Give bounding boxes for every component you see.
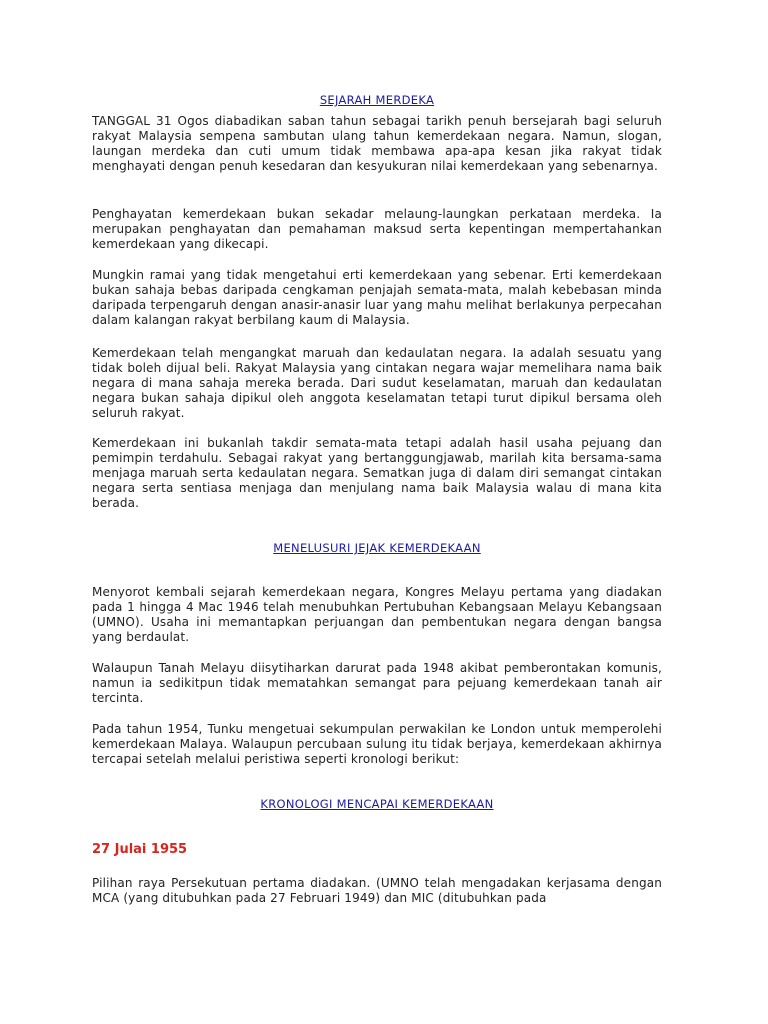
section-heading-menelusuri: MENELUSURI JEJAK KEMERDEKAAN	[273, 541, 481, 555]
date-heading: 27 Julai 1955	[92, 842, 188, 857]
section-heading-sejarah-merdeka: SEJARAH MERDEKA	[319, 93, 435, 107]
paragraph-1: TANGGAL 31 Ogos diabadikan saban tahun sebagai tarikh penuh bersejarah bagi seluruh rakyat Malaysia sempena sambutan ulang tahun kemerdekaan negara. Namun, slogan, laungan merdeka dan cuti umum tidak membawa apa-apa kesan jika rakyat tidak menghayati dengan penuh kesedaran dan kesyukuran nilai kemerdekaan yang sebenarnya.	[92, 114, 662, 173]
paragraph-8: Pada tahun 1954, Tunku mengetuai sekumpulan perwakilan ke London untuk memperolehi kemerdekaan Malaya. Walaupun percubaan sulung itu tidak berjaya, kemerdekaan akhirnya tercapai setelah melalui peristiwa seperti kronologi berikut:	[92, 722, 662, 766]
paragraph-3: Mungkin ramai yang tidak mengetahui erti kemerdekaan yang sebenar. Erti kemerdekaan bukan sahaja bebas daripada cengkaman penjajah semata-mata, malah kebebasan minda daripada terpengaruh dengan anasir-anasir luar yang mahu melihat berlakunya perpecahan dalam kalangan rakyat berbilang kaum di Malaysia.	[92, 268, 662, 327]
paragraph-6: Menyorot kembali sejarah kemerdekaan negara, Kongres Melayu pertama yang diadakan pada 1 hingga 4 Mac 1946 telah menubuhkan Pertubuhan Kebangsaan Melayu Kebangsaan (UMNO). Usaha ini memantapkan perjuangan dan pembentukan negara dengan bangsa yang berdaulat.	[92, 585, 662, 644]
section-heading-kronologi: KRONOLOGI MENCAPAI KEMERDEKAAN	[260, 797, 494, 811]
paragraph-2: Penghayatan kemerdekaan bukan sekadar melaung-laungkan perkataan merdeka. Ia merupakan penghayatan dan pemahaman maksud serta kepentingan mempertahankan kemerdekaan yang dikecapi.	[92, 207, 662, 251]
paragraph-7: Walaupun Tanah Melayu diisytiharkan darurat pada 1948 akibat pemberontakan komunis, namun ia sedikitpun tidak mematahkan semangat para pejuang kemerdekaan tanah air tercinta.	[92, 661, 662, 705]
paragraph-9: Pilihan raya Persekutuan pertama diadakan. (UMNO telah mengadakan kerjasama dengan MCA (yang ditubuhkan pada 27 Februari 1949) dan MIC (ditubuhkan pada	[92, 876, 662, 905]
paragraph-4: Kemerdekaan telah mengangkat maruah dan kedaulatan negara. Ia adalah sesuatu yang tidak boleh dijual beli. Rakyat Malaysia yang cintakan negara wajar memelihara nama baik negara di mana sahaja mereka berada. Dari sudut keselamatan, maruah dan kedaulatan negara bukan sahaja dipikul oleh anggota keselamatan tetapi turut dipikul bersama oleh seluruh rakyat.	[92, 346, 662, 420]
paragraph-5: Kemerdekaan ini bukanlah takdir semata-mata tetapi adalah hasil usaha pejuang dan pemimpin terdahulu. Sebagai rakyat yang bertanggungjawab, marilah kita bersama-sama menjaga maruah serta kedaulatan negara. Sematkan juga di dalam diri semangat cintakan negara serta sentiasa menjaga dan menjulang nama baik Malaysia walau di mana kita berada.	[92, 436, 662, 510]
